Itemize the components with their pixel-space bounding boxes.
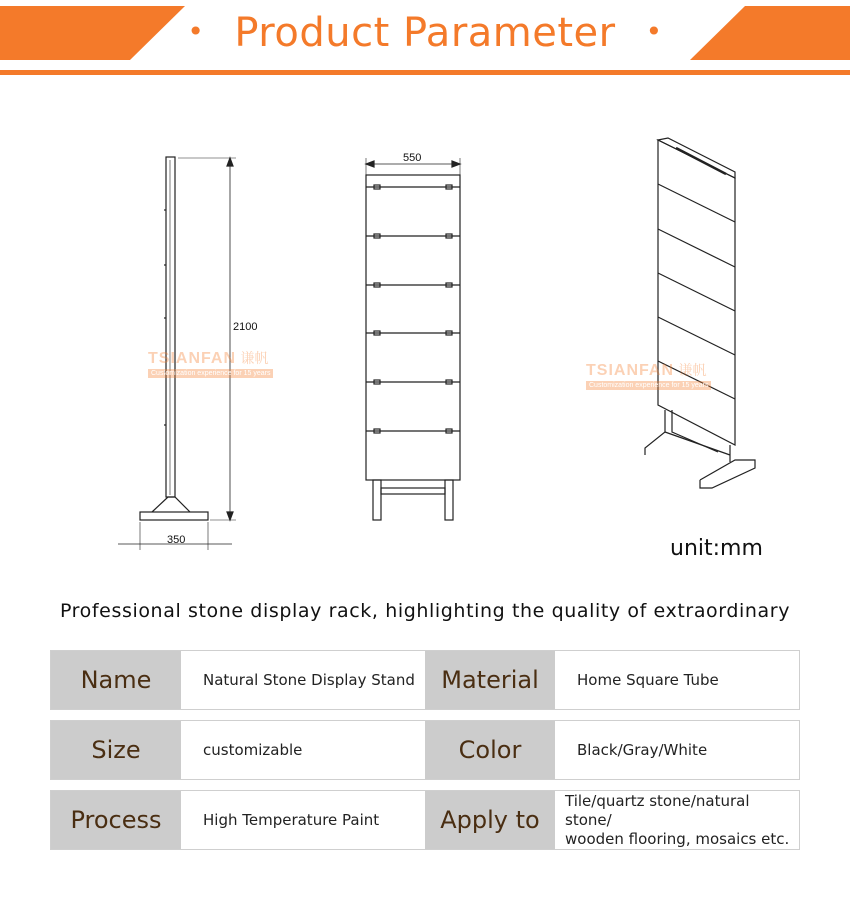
spec-label-color: Color bbox=[425, 720, 555, 780]
front-width-dim: 550 bbox=[403, 152, 422, 164]
spec-row bbox=[50, 720, 800, 780]
watermark-side bbox=[148, 348, 273, 378]
title-dot-right: • bbox=[645, 14, 663, 48]
page-title-text: Product Parameter bbox=[234, 10, 616, 56]
front-view-drawing bbox=[366, 158, 460, 520]
spec-value-name: Natural Stone Display Stand bbox=[181, 650, 425, 710]
technical-drawings bbox=[0, 90, 850, 570]
watermark-brand-cn: 谦帆 bbox=[240, 350, 269, 366]
watermark-perspective bbox=[586, 360, 711, 390]
spec-row bbox=[50, 650, 800, 710]
spec-label-apply-to: Apply to bbox=[425, 790, 555, 850]
perspective-view-drawing bbox=[645, 138, 755, 488]
watermark-tagline: Customization experience for 15 years bbox=[148, 369, 273, 378]
spec-row bbox=[50, 790, 800, 850]
watermark-brand: TSIANFAN bbox=[586, 362, 674, 379]
spec-label-size: Size bbox=[50, 720, 181, 780]
spec-value-material: Home Square Tube bbox=[555, 650, 800, 710]
page-title bbox=[0, 10, 850, 56]
spec-label-material: Material bbox=[425, 650, 555, 710]
spec-table bbox=[50, 640, 800, 860]
spec-value-process: High Temperature Paint bbox=[181, 790, 425, 850]
spec-value-color: Black/Gray/White bbox=[555, 720, 800, 780]
watermark-tagline: Customization experience for 15 years bbox=[586, 381, 711, 390]
side-height-dim: 2100 bbox=[233, 321, 258, 333]
watermark-brand-cn: 谦帆 bbox=[678, 362, 707, 378]
product-tagline: Professional stone display rack, highlighting the quality of extraordinary bbox=[59, 600, 791, 622]
header-banner bbox=[0, 0, 850, 80]
apply-to-line-2: wooden flooring, mosaics etc. bbox=[565, 829, 790, 848]
spec-value-size: customizable bbox=[181, 720, 425, 780]
watermark-brand: TSIANFAN bbox=[148, 350, 236, 367]
spec-label-process: Process bbox=[50, 790, 181, 850]
apply-to-line-1: Tile/quartz stone/natural stone/ bbox=[565, 791, 750, 829]
spec-label-name: Name bbox=[50, 650, 181, 710]
title-dot-left: • bbox=[187, 14, 205, 48]
unit-label: unit:mm bbox=[670, 536, 763, 561]
spec-value-apply-to bbox=[555, 790, 800, 850]
base-width-dim: 350 bbox=[167, 534, 186, 546]
